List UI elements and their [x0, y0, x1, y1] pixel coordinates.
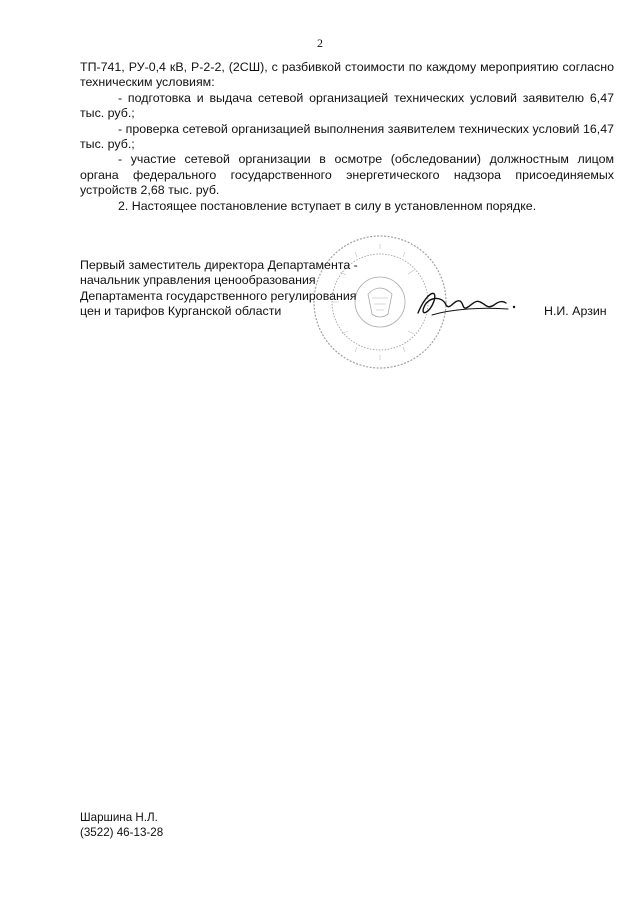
page-number: 2 — [317, 36, 323, 50]
signatory-position-line-4: цен и тарифов Курганской области — [80, 304, 282, 319]
signatory-position-line-3: Департамента государственного регулирования — [80, 288, 357, 303]
paragraph-item-inspection: - проверка сетевой организацией выполнения заявителем технических условий 16,47 тыс. руб.; — [80, 121, 614, 152]
paragraph-item-supervision: - участие сетевой организации в осмотре (обследовании) должностным лицом органа федерального государственного энергетического надзора присоединяемых устройств 2,68 тыс. руб. — [80, 152, 614, 198]
paragraph-effective: 2. Настоящее постановление вступает в силу в установленном порядке. — [118, 198, 537, 213]
signatory-position-line-1: Первый заместитель директора Департамента - — [80, 258, 358, 272]
signatory-position-line-2: начальник управления ценообразования — [80, 273, 316, 288]
executor-name: Шаршина Н.Л. — [80, 811, 158, 824]
signature-block — [80, 258, 380, 320]
document-body — [80, 60, 614, 214]
paragraph-item-conditions: - подготовка и выдача сетевой организацией технических условий заявителю 6,47 тыс. руб.; — [80, 90, 614, 121]
executor-info — [80, 810, 163, 840]
paragraph-continuation: ТП-741, РУ-0,4 кВ, Р-2-2, (2СШ), с разбивкой стоимости по каждому мероприятию согласно техническим условиям: — [80, 60, 614, 90]
signer-name: Н.И. Арзин — [544, 304, 607, 318]
executor-phone: (3522) 46-13-28 — [80, 826, 164, 839]
handwritten-signature — [412, 283, 522, 323]
